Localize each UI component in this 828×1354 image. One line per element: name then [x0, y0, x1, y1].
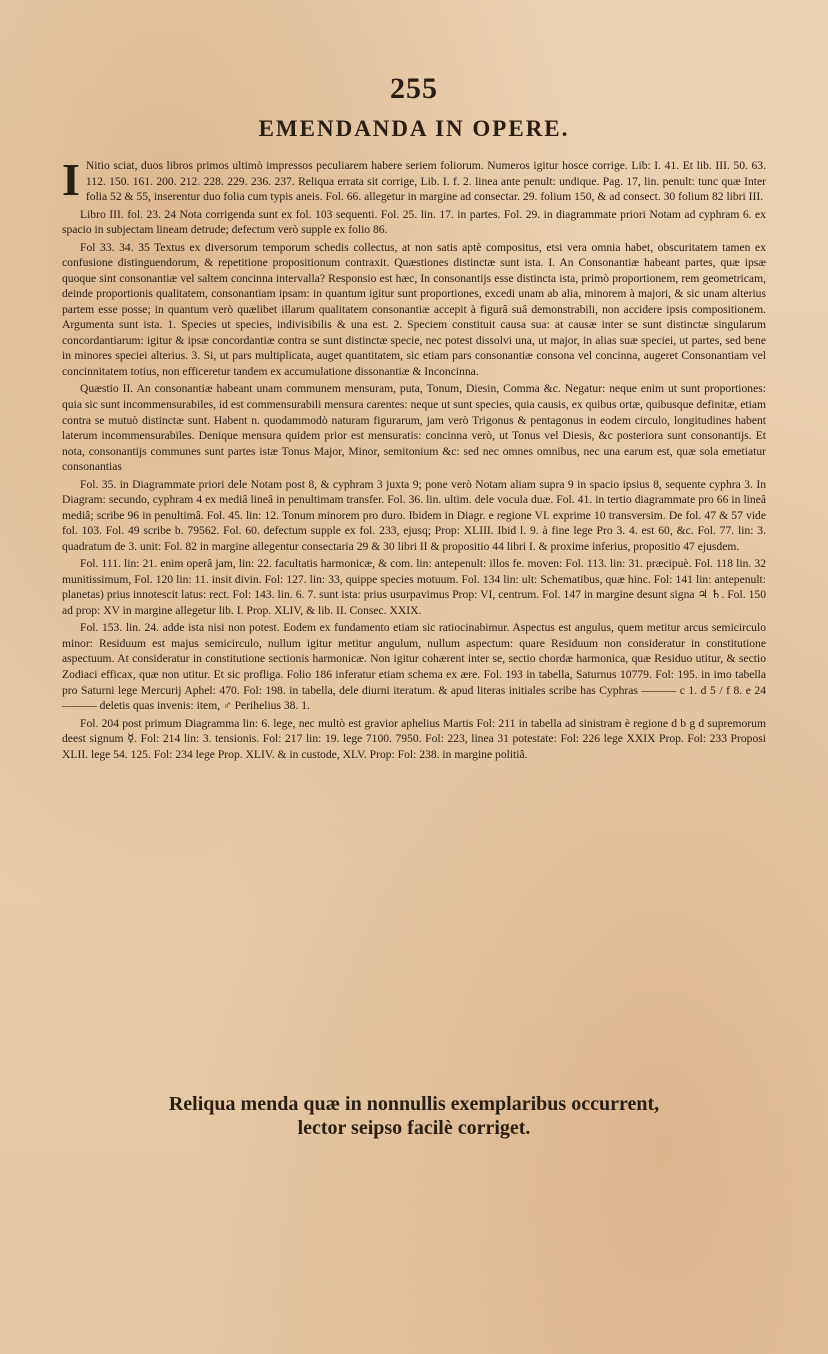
- paragraph-text: Nitio sciat, duos libros primos ultimò impressos peculiarem habere seriem foliorum. Numeros igitur hosce corrige. Lib: I. 41. Et lib. III. 50. 63. 112. 150. 161. 200. 212. 228. 229. 236. 237. Reliqua errata sit corrige, Lib. I. f. 2. linea ante penult: undique. Pag. 17, lin. penult: tunc quæ Inter folia 52 & 55, inserentur duo folia cum typis aneis. Fol. 66. allegetur in margine ad consectar. 29. folium 150, & ad consect. 30 folium 82 libri III.: [85, 159, 766, 204]
- page-number: 255: [390, 72, 438, 105]
- errata-paragraph-3: Fol 33. 34. 35 Textus ex diversorum temporum schedis collectus, at non satis aptè compositus, etsi vera omnia habet, obscuritatem tamen ex confusione distinguendorum, & repetitione propositionum contraxit. Quæstiones distinctæ sunt ista. I. An Consonantiæ habeant partes, quæ ipsæ quoque sint consonantiæ vel saltem concinna intervalla? Responsio est hæc, In consonantijs esse distincta ista, primò proportionem, rem geometricam, deinde proportionis qualitatem, consonantiam ipsam: in quantum igitur sunt proportiones, excedi unam ab alia, minorem à majori, & sic unam alterius partem esse posse; in quantum verò quælibet illarum qualitatem consonantiæ accepit à figurâ suâ demonstrabili, non accidere ipsis compositionem. Argumenta sunt ista. 1. Species ut species, indivisibilis & una est. 2. Speciem constituit causa sua: at causæ inter se sunt distinctæ singularum concordantiarum: igitur & ipsæ concordantiæ contra se sunt distinctæ specie, nec potest dissolvi una, ut major, in alias suæ speciei, ut partes, sed bene in minores speciei alterius. 3. Si, ut pars multiplicata, auget quantitatem, sic etiam pars consonantiæ consona vel concinna, augeret Consonantiam vel concinnitatem totius, non efficeretur tandem ex accumulatione dissonantiæ & Inconcinna.: [62, 240, 766, 378]
- errata-paragraph-8: Fol. 204 post primum Diagramma lin: 6. lege, nec multò est gravior aphelius Martis Fol: 211 in tabella ad sinistram è regione d b g d supremorum deest signum ☿. Fol: 214 lin: 3. tensionis. Fol: 217 lin: 19. lege 7100. 7950. Fol: 223, linea 31 potestate: Fol: 226 lege XXIX Prop. Fol: 233 Proposi XLII. lege 54. 125. Fol: 234 lege Prop. XLIV. & in custode, XLV. Prop: Fol: 238. in margine politiâ.: [62, 716, 766, 761]
- errata-paragraph-4: Quæstio II. An consonantiæ habeant unam communem mensuram, puta, Tonum, Diesin, Comma &c. Negatur: neque enim ut sunt proportiones: quia sic sunt incommensurabiles, id est commensurabili mensura carentes: neque ut sunt species, quia causis, ex quibus ortæ, quibusque definitæ, etiam contra se mutuò distinctæ sunt. Habent n. quodammodò naturam figurarum, jam verò Trigonus & pentagonus in eodem circulo, longitudines habent laterum incommensurabiles. Denique mensura quidem prior est mensuratis: concinna verò, ut Tonus vel Diesis, &c posteriora sunt consonantijs. Et nota, consonantijs communes sunt partes istæ Tonus Major, Minor, semitonium &c: sed nec omnes omnibus, nec una earum est, quæ sola emetiatur consonantias: [62, 382, 766, 474]
- errata-paragraph-5: Fol. 35. in Diagrammate priori dele Notam post 8, & cyphram 3 juxta 9; pone verò Notam aliam supra 9 in spacio ipsius 8, sequente cyphra 3. In Diagram: secundo, cyphram 4 ex mediâ lineâ in penultimam transfer. Fol. 36. lin. ultim. dele vocula duæ. Fol. 41. in tertio diagrammate pro 66 in lineâ mediâ; scribe 96 in penultimâ. Fol. 45. lin: 12. Tonum minorem pro duro. Ibidem in Diagr. e regione VI. exprime 10 transversim. De fol. 47 & 57 vide fol. 103. Fol. 49 scribe b. 79562. Fol. 60. defectum supple ex fol. 233, ejusq; Prop: XLIII. Ibid l. 9. à fine lege Pro 3. 4. est 60, &c. Fol. 77. lin: 3. quadratum de 3. unit: Fol. 82 in margine allegentur consectaria 29 & 30 libri II & propositio 44 libri I. & proxime inferius, propositio 47 ejusdem.: [62, 477, 766, 553]
- errata-paragraph-1: [62, 154, 766, 205]
- page-heading: EMENDANDA IN OPERE.: [258, 116, 570, 141]
- drop-cap: I: [62, 154, 80, 205]
- closing-note: [80, 1092, 748, 1140]
- errata-paragraph-7: Fol. 153. lin. 24. adde ista nisi non potest. Eodem ex fundamento etiam sic ratiocinabimur. Aspectus est angulus, quem metitur arcus semicirculo minor: Residuum est majus semicirculo, nullum igitur metitur angulum, nullum aspectum: quare Residuum non consideratur in constitutione aspectuum. At consideratur in constitutione sectionis harmonicæ. Non igitur cohærent inter se, sectio chordæ harmonica, quæ Residuo utitur, & sectio Zodiaci efficax, quæ non utitur. Et sic profliga. Folio 186 inferatur etiam schema ex ære. Fol. 193 in tabella, Saturnus 10779. Fol: 195. in imo tabella pro Saturni lege Mercurij Aphel: 470. Fol: 198. in tabella, dele diurni iteratum. & apud literas initiales scribe has Cyphras ——— c 1. d 5 / f 8. e 24 ——— deletis quas invenis: item, ♂ Perihelius 38. 1.: [62, 621, 766, 713]
- closing-line-2: lector seipso facilè corriget.: [297, 1117, 531, 1139]
- errata-text: [62, 154, 766, 764]
- errata-paragraph-6: Fol. 111. lin: 21. enim operâ jam, lin: 22. facultatis harmonicæ, & com. lin: antepenult: illos fe. moven: Fol. 113. lin: 31. præcipuè. Fol. 118 lin. 32 munitissimum, Fol. 120 lin: 11. insit divin. Fol: 127. lin: 33, quippe species motuum. Fol. 134 lin: ult: Schematibus, quæ hinc. Fol: 141 lin: antepenult: planetas) prius innotescit latus: rect. Fol: 143. lin. 6. 7. sunt ista: prius usurpavimus Prop: VI, centrum. Fol. 147 in margine desunt signa ♃ ♄. Fol. 150 ad prop: XV in margine allegetur lib. I. Prop. XLIV, & lib. II. Consec. XXIX.: [62, 557, 766, 617]
- closing-line-1: Reliqua menda quæ in nonnullis exemplaribus occurrent,: [168, 1093, 660, 1115]
- errata-paragraph-2: Libro III. fol. 23. 24 Nota corrigenda sunt ex fol. 103 sequenti. Fol. 25. lin. 17. in partes. Fol. 29. in diagrammate priori Notam ad cyphram 6. ex spacio in subjectam lineam detrude; defectum verò supple ex folio 86.: [62, 207, 766, 237]
